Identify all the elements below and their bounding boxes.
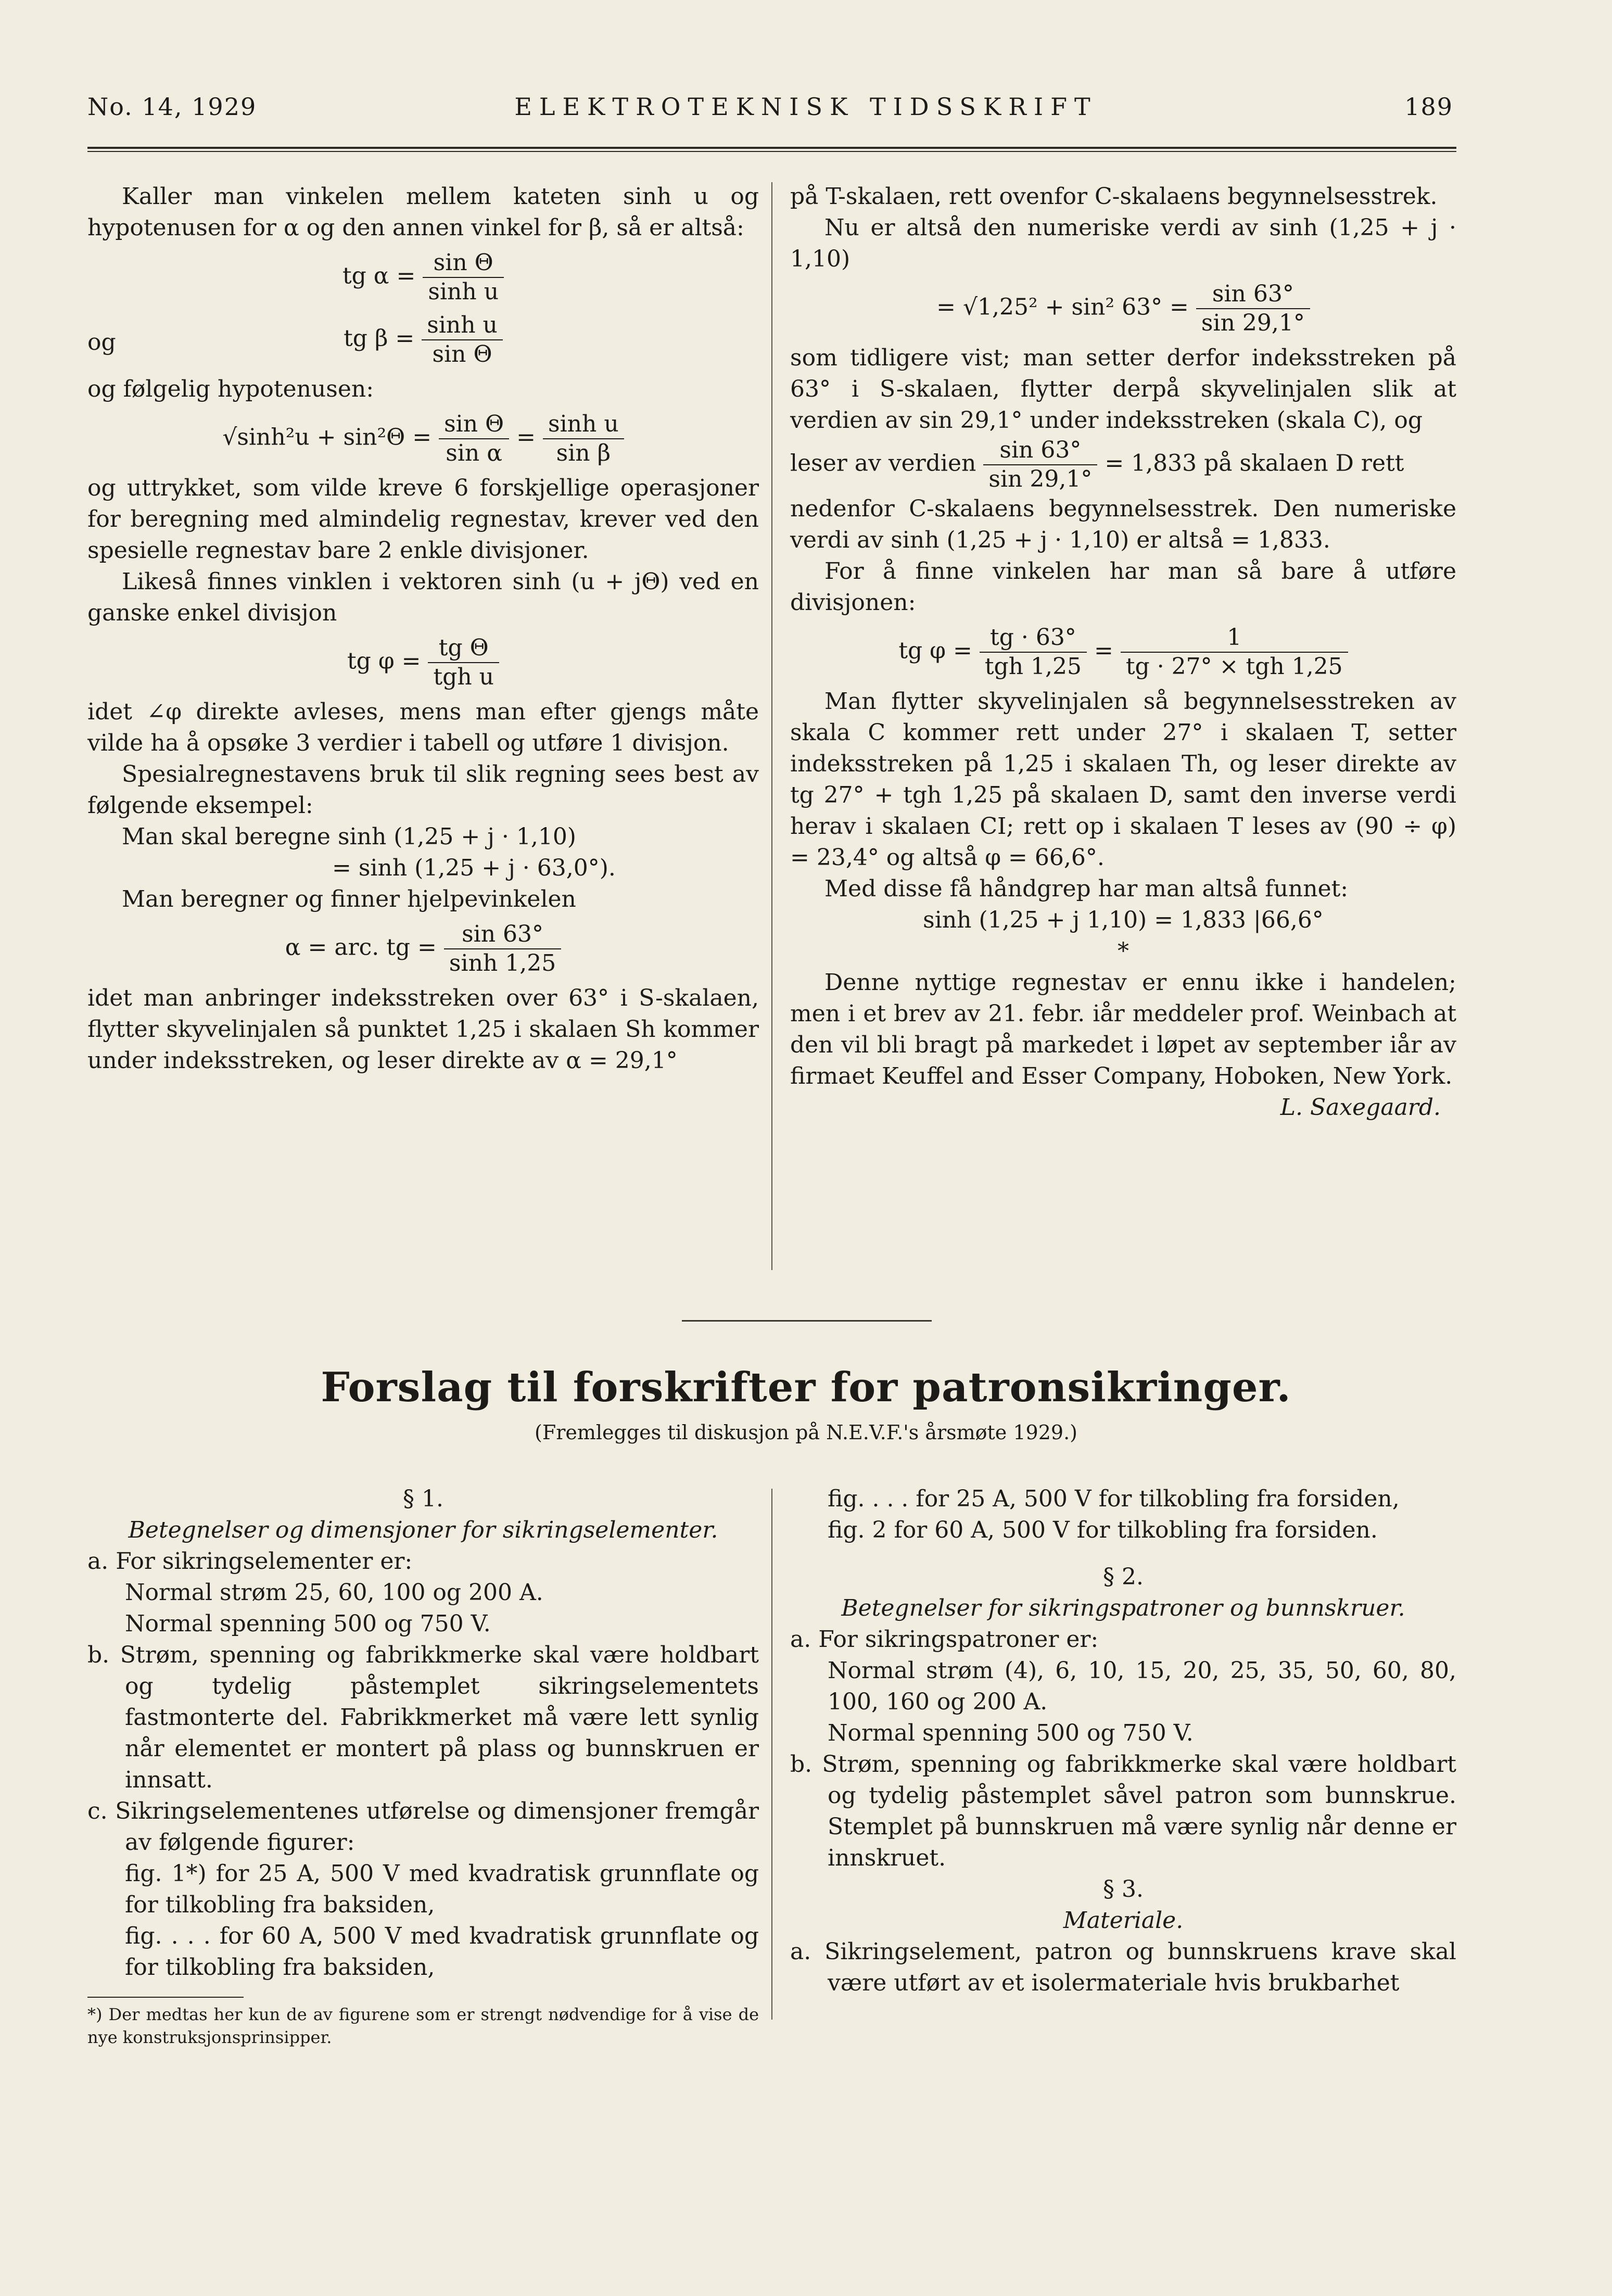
section-divider [682, 1320, 932, 1322]
list-subitem: fig. . . . for 60 A, 500 V med kvadratisk grunnflate og for tilkobling fra baksiden, [125, 1923, 759, 1981]
fraction [428, 634, 499, 691]
page-number: 189 [1404, 93, 1453, 121]
list-subitem: Normal spenning 500 og 750 V. [125, 1610, 491, 1637]
paragraph: = sinh (1,25 + j · 63,0°). [332, 855, 616, 881]
numerator: sin 63° [983, 436, 1097, 465]
right-column-bottom [790, 1483, 1456, 1999]
section-title: Betegnelser og dimensjoner for sikringselementer. [128, 1517, 718, 1543]
article-title: Forslag til forskrifter for patronsikringer. [321, 1364, 1291, 1411]
paragraph: og uttrykket, som vilde kreve 6 forskjellige operasjoner for beregning med almindelig regnestav, krever ved den spesielle regnestav bare 2 enkle divisjoner. [87, 475, 759, 564]
paragraph: Nu er altså den numeriske verdi av sinh (1,25 + j · 1,10) [790, 214, 1456, 272]
list-subitem: fig. . . . for 25 A, 500 V for tilkobling fra forsiden, [828, 1486, 1400, 1512]
section-heading: § 2. [1103, 1564, 1144, 1590]
paragraph: Med disse få håndgrep har man altså funnet: [824, 876, 1349, 902]
denominator: sin β [556, 440, 611, 466]
section-title: Betegnelser for sikringspatroner og bunnskruer. [841, 1595, 1405, 1621]
numerator: sin 63° [1196, 280, 1310, 309]
paragraph: For å finne vinkelen har man så bare å utføre divisjonen: [790, 558, 1456, 616]
paragraph: idet ∠φ direkte avleses, mens man efter gjengs måte vilde ha å opsøke 3 verdier i tabell og utføre 1 divisjon. [87, 699, 759, 756]
numerator: sin Θ [423, 249, 504, 278]
paragraph: som tidligere vist; man setter derfor indeksstreken på 63° i S-skalaen, flytter derpå skyvelinjalen slik at verdien av sin 29,1° under indeksstreken (skala C), og [790, 345, 1456, 434]
left-column-top [87, 181, 759, 1076]
eq-lhs: tg β = [344, 325, 415, 352]
denominator: sin 29,1° [1201, 310, 1305, 336]
fraction [444, 920, 561, 978]
equation-magnitude [790, 280, 1456, 337]
list-item: b. Strøm, spenning og fabrikkmerke skal være holdbart og tydelig påstemplet sikringselementets fastmonterte del. Fabrikkmerket må være lett synlig når elementet er montert på plass og bunnskruen er innsatt. [87, 1642, 759, 1793]
list-item: b. Strøm, spenning og fabrikkmerke skal være holdbart og tydelig påstemplet såvel patron som bunnskrue. Stemplet på bunnskruen må være synlig når denne er innskruet. [790, 1751, 1456, 1871]
list-item: a. For sikringselementer er: [87, 1548, 413, 1575]
footnote-rule [87, 1997, 244, 1998]
right-column-top [790, 181, 1456, 1123]
footnote: *) Der medtas her kun de av figurene som er strengt nødvendige for å vise de nye konstruksjonsprinsipper. [87, 2005, 759, 2047]
list-subitem: Normal spenning 500 og 750 V. [828, 1720, 1194, 1746]
column-divider-top [771, 182, 772, 1270]
paragraph: Spesialregnestavens bruk til slik regning sees best av følgende eksempel: [87, 761, 759, 819]
eq-prefix: og [87, 329, 116, 356]
denominator: tg · 27° × tgh 1,25 [1125, 653, 1343, 680]
fraction [422, 311, 503, 369]
numerator: sinh u [543, 410, 624, 439]
eq-lhs: √sinh²u + sin²Θ = [222, 424, 432, 451]
header-rule [87, 147, 1456, 149]
numerator: sin 63° [444, 920, 561, 949]
denominator: tgh u [433, 664, 494, 690]
result-line: sinh (1,25 + j 1,10) = 1,833 |66,6° [923, 907, 1324, 933]
eq-lhs: tg φ = [898, 637, 972, 664]
paragraph: Man flytter skyvelinjalen så begynnelsesstreken av skala C kommer rett under 27° i skalaen T, setter indeksstreken på 1,25 i skalaen Th, og leser direkte av tg 27° + tgh 1,25 på skalaen D, samt den inverse verdi herav i skalaen CI; rett op i skalaen T leses av (90 ÷ φ) = 23,4° og altså φ = 66,6°. [790, 688, 1456, 871]
equation-tg-phi [87, 634, 759, 691]
section-star: * [1118, 938, 1129, 965]
numerator: sin Θ [439, 410, 509, 439]
equation-tg-alpha [87, 249, 759, 306]
author-signature: L. Saxegaard. [1280, 1094, 1441, 1121]
section-heading: § 1. [403, 1486, 443, 1512]
equation-tg-beta [87, 311, 759, 369]
journal-title: ELEKTROTEKNISK TIDSSKRIFT [514, 93, 1098, 121]
paragraph: og følgelig hypotenusen: [87, 376, 374, 402]
paragraph: Denne nyttige regnestav er ennu ikke i handelen; men i et brev av 21. febr. iår meddeler prof. Weinbach at den vil bli bragt på markedet i løpet av september iår av firmaet Keuffel and Esser Company, Hoboken, New York. [790, 969, 1456, 1089]
eq-lhs: α = arc. tg = [285, 934, 437, 961]
fraction [439, 410, 509, 467]
paragraph: Kaller man vinkelen mellem kateten sinh u og hypotenusen for α og den annen vinkel for β, så er altså: [87, 183, 759, 241]
denominator: sin 29,1° [988, 466, 1093, 492]
paragraph: idet man anbringer indeksstreken over 63° i S-skalaen, flytter skyvelinjalen så punktet 1,25 i skalaen Sh kommer under indeksstreken, og leser direkte av α = 29,1° [87, 985, 759, 1074]
eq-sign: = [1094, 637, 1113, 664]
fraction [980, 624, 1087, 681]
equation-alpha [87, 920, 759, 978]
numerator: 1 [1121, 624, 1348, 653]
numerator: tg Θ [428, 634, 499, 663]
inline-fraction-line [790, 436, 1456, 493]
column-divider-bottom [771, 1489, 772, 2020]
eq-lhs: tg α = [342, 262, 416, 289]
header-rule-thin [87, 151, 1456, 152]
paragraph: Man skal beregne sinh (1,25 + j · 1,10) [122, 823, 576, 850]
paragraph: Likeså finnes vinklen i vektoren sinh (u + jΘ) ved en ganske enkel divisjon [87, 568, 759, 626]
fraction [423, 249, 504, 306]
section-heading: § 3. [1103, 1876, 1144, 1902]
section-title: Materiale. [1063, 1907, 1184, 1934]
equation-hypotenuse [87, 410, 759, 467]
list-subitem: Normal strøm 25, 60, 100 og 200 A. [125, 1579, 543, 1606]
eq-sign: = [516, 424, 536, 451]
equation-tg-phi-division [790, 624, 1456, 681]
fraction [1196, 280, 1310, 337]
text-fragment: leser av verdien [790, 450, 976, 477]
article-subtitle: (Fremlegges til diskusjon på N.E.V.F.'s årsmøte 1929.) [535, 1421, 1077, 1444]
list-item: a. For sikringspatroner er: [790, 1626, 1099, 1653]
eq-lhs: = √1,25² + sin² 63° = [936, 294, 1189, 321]
fraction [543, 410, 624, 467]
denominator: sinh 1,25 [449, 950, 556, 976]
denominator: sinh u [428, 278, 499, 305]
list-item: c. Sikringselementenes utførelse og dimensjoner fremgår av følgende figurer: [87, 1798, 759, 1856]
list-subitem: Normal strøm (4), 6, 10, 15, 20, 25, 35, 50, 60, 80, 100, 160 og 200 A. [828, 1657, 1456, 1715]
eq-lhs: tg φ = [347, 648, 421, 675]
numerator: sinh u [422, 311, 503, 340]
fraction [1121, 624, 1348, 681]
list-subitem: fig. 2 for 60 A, 500 V for tilkobling fra forsiden. [828, 1517, 1378, 1543]
denominator: sin α [446, 440, 502, 466]
denominator: tgh 1,25 [984, 653, 1082, 680]
left-column-bottom [87, 1483, 759, 2049]
text-fragment: = 1,833 på skalaen D rett [1105, 450, 1404, 477]
issue-number: No. 14, 1929 [87, 93, 257, 121]
numerator: tg · 63° [980, 624, 1087, 653]
paragraph: på T-skalaen, rett ovenfor C-skalaens begynnelsesstrek. [790, 183, 1438, 210]
paragraph: Man beregner og finner hjelpevinkelen [122, 886, 576, 912]
denominator: sin Θ [432, 341, 492, 367]
fraction [983, 436, 1097, 493]
list-subitem: fig. 1*) for 25 A, 500 V med kvadratisk grunnflate og for tilkobling fra baksiden, [125, 1860, 759, 1918]
paragraph: nedenfor C-skalaens begynnelsesstrek. Den numeriske verdi av sinh (1,25 + j · 1,10) er altså = 1,833. [790, 496, 1456, 553]
list-item: a. Sikringselement, patron og bunnskruens krave skal være utført av et isolermateriale hvis brukbarhet [790, 1938, 1456, 1996]
